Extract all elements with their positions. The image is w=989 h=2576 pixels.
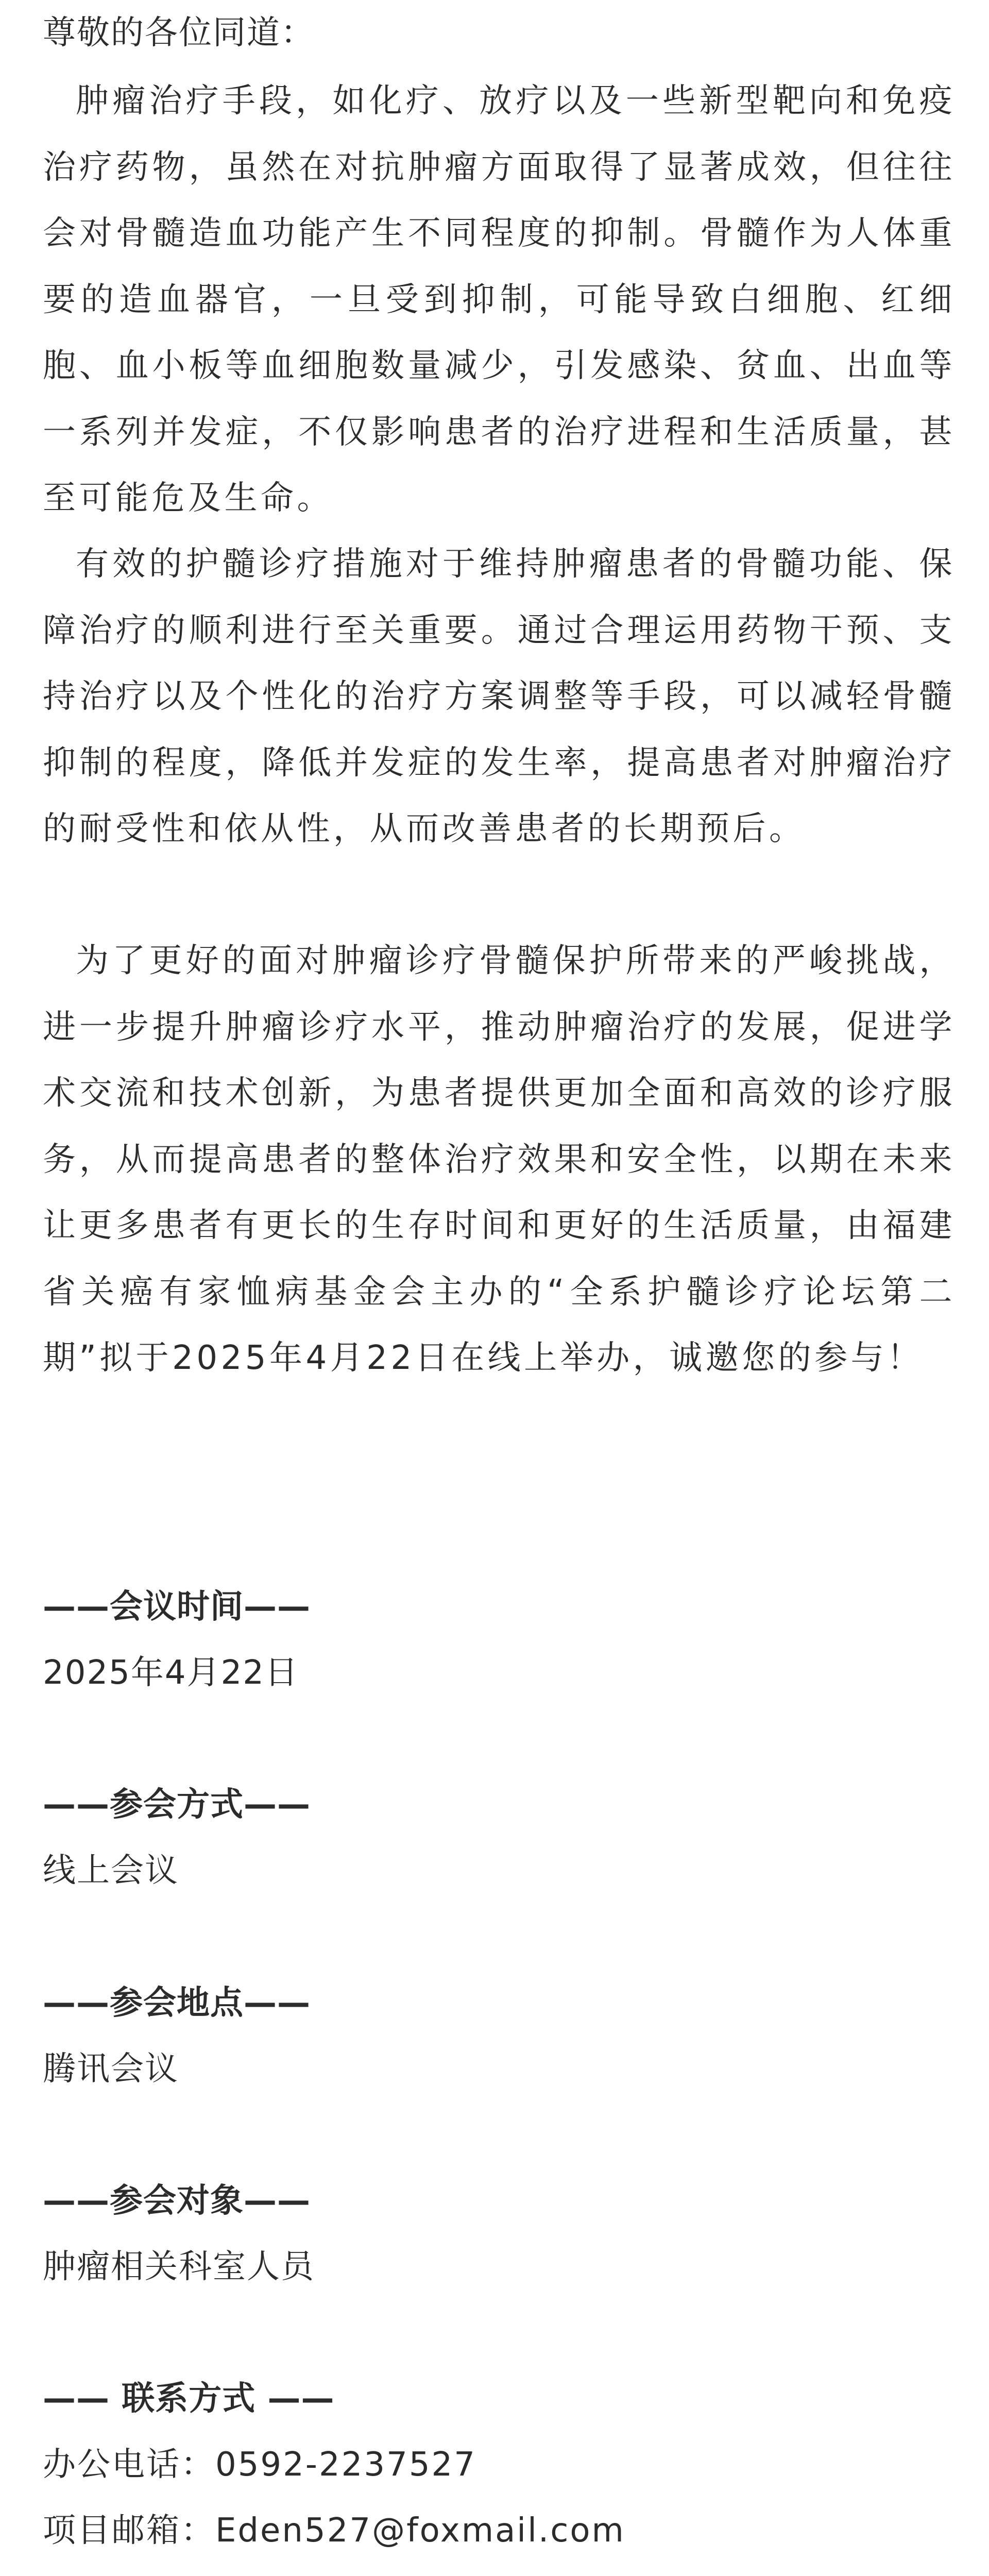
- meeting-time-value: 2025年4月22日: [43, 1654, 299, 1692]
- meeting-target-heading: ——参会对象——: [43, 2182, 311, 2220]
- meeting-place-value: 腾讯会议: [43, 2050, 179, 2088]
- contact-heading: —— 联系方式 ——: [43, 2380, 335, 2418]
- contact-email: 项目邮箱：Eden527@foxmail.com: [43, 2512, 625, 2550]
- letter-paragraph-3: 为了更好的面对肿瘤诊疗骨髓保护所带来的严峻挑战，进一步提升肿瘤诊疗水平，推动肿瘤治疗的发展，促进学术交流和技术创新，为患者提供更加全面和高效的诊疗服务，从而提高患者的整体治疗效果和安全性，以期在未来让更多患者有更长的生存时间和更好的生活质量，由福建省关癌有家恤病基金会主办的“全系护髓诊疗论坛第二期”拟于2025年4月22日在线上举办，诚邀您的参与！: [43, 942, 956, 1377]
- contact-phone: 办公电话：0592-2237527: [43, 2446, 476, 2484]
- letter-paragraph-2: 有效的护髓诊疗措施对于维持肿瘤患者的骨髓功能、保障治疗的顺利进行至关重要。通过合理运用药物干预、支持治疗以及个性化的治疗方案调整等手段，可以减轻骨髓抑制的程度，降低并发症的发生率，提高患者对肿瘤治疗的耐受性和依从性，从而改善患者的长期预后。: [43, 545, 956, 848]
- meeting-mode-value: 线上会议: [43, 1852, 179, 1890]
- meeting-mode-heading: ——参会方式——: [43, 1786, 311, 1824]
- letter-paragraph-1: 肿瘤治疗手段，如化疗、放疗以及一些新型靶向和免疫治疗药物，虽然在对抗肿瘤方面取得了显著成效，但往往会对骨髓造血功能产生不同程度的抑制。骨髓作为人体重要的造血器官，一旦受到抑制，可能导致白细胞、红细胞、血小板等血细胞数量减少，引发感染、贫血、出血等一系列并发症，不仅影响患者的治疗进程和生活质量，甚至可能危及生命。: [43, 82, 956, 517]
- meeting-time-heading: ——会议时间——: [43, 1588, 311, 1626]
- meeting-place-heading: ——参会地点——: [43, 1984, 311, 2022]
- letter-greeting: 尊敬的各位同道：: [43, 14, 315, 52]
- meeting-target-value: 肿瘤相关科室人员: [43, 2248, 315, 2286]
